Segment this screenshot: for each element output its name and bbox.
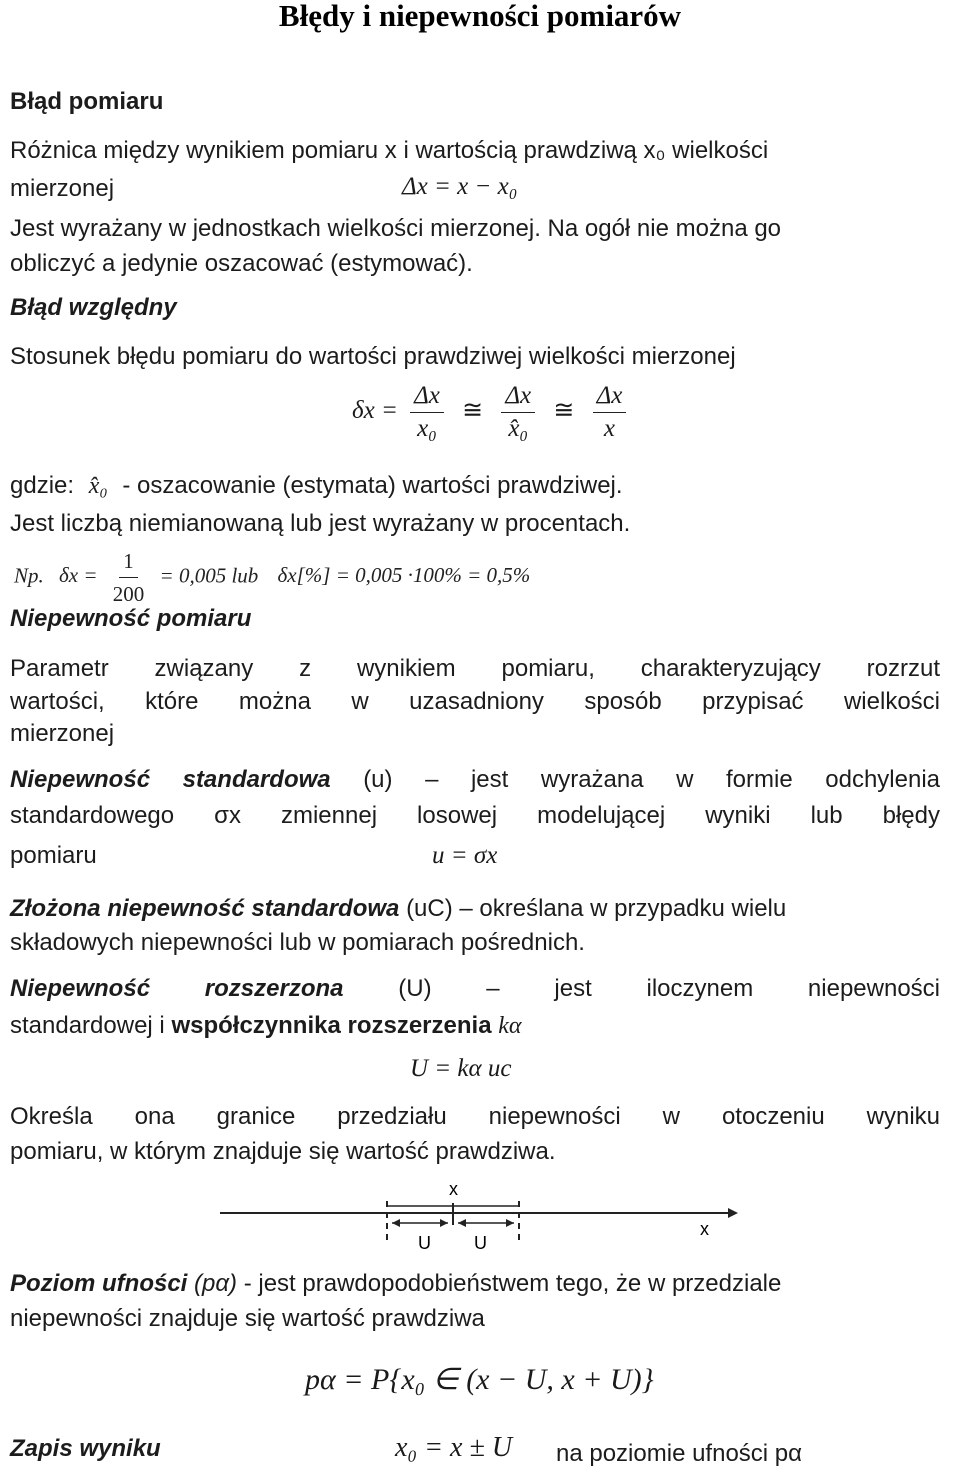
formula-standard-uncertainty: u = σx (432, 842, 498, 869)
niepewnosc-line2: wartości, które można w uzasadniony sposób przypisać wielkości (10, 688, 940, 715)
label-x-axis: x (700, 1219, 709, 1239)
rozszerzona-line1: Niepewność rozszerzona (U) – jest iloczynem niepewności (10, 975, 941, 1002)
blad-wzgledny-line2: Jest liczbą niemianowaną lub jest wyrażany w procentach. (10, 510, 631, 537)
poziom-ufnosci-line1: Poziom ufności (pα) - jest prawdopodobieństwem tego, że w przedziale (10, 1270, 782, 1297)
blad-wzgledny-line1: Stosunek błędu pomiaru do wartości prawdziwej wielkości mierzonej (10, 343, 736, 370)
section-heading-zapis-wyniku: Zapis wyniku (10, 1435, 161, 1462)
example-formula: Np. δx = $\frac{1}{200}$ = 0,005 lub δx[%] = 0,005 ·100% = 0,5% (14, 545, 530, 610)
rozszerzona-line3: Określa ona granice przedziału niepewności w otoczeniu wyniku (10, 1103, 940, 1130)
niepewnosc-standardowa-line1: Niepewność standardowa (u) – jest wyrażana w formie odchylenia (10, 766, 940, 793)
formula-expanded-uncertainty: U = kα uc (410, 1055, 512, 1082)
label-x-top: x (449, 1179, 458, 1199)
niepewnosc-line3: mierzonej (10, 720, 115, 747)
blad-pomiaru-line2: mierzonej (10, 175, 115, 202)
formula-result-notation: x₀ = x ± U (395, 1432, 513, 1463)
formula-confidence-level: pα = P{x₀ ∈ (x − U, x + U)} (305, 1363, 654, 1396)
rozszerzona-line2: standardowej i współczynnika rozszerzenia kα (10, 1012, 522, 1039)
formula-relative-error: δx = $\frac{\Delta x}{\text{x₀}}$ ≅ $\frac{\Delta x}{\text{x̂₀}}$ ≅ $\frac{\Delta x}{x}$ (352, 380, 632, 445)
label-u-left: U (418, 1233, 431, 1253)
section-heading-blad-wzgledny: Błąd względny (10, 294, 177, 321)
fraction-2: $\frac{\Delta x}{\text{x̂₀}}$ (501, 380, 535, 445)
page-title: Błędy i niepewności pomiarów (278, 0, 682, 33)
niepewnosc-standardowa-line3: pomiaru (10, 842, 97, 869)
niepewnosc-line1: Parametr związany z wynikiem pomiaru, charakteryzujący rozrzut (10, 655, 940, 682)
poziom-ufnosci-line2: niepewności znajduje się wartość prawdziwa (10, 1305, 485, 1332)
zapis-wyniku-suffix: na poziomie ufności pα (556, 1440, 803, 1467)
section-heading-niepewnosc-pomiaru: Niepewność pomiaru (10, 605, 252, 632)
gdzie-line: gdzie: x̂₀ - oszacowanie (estymata) wartości prawdziwej. (10, 472, 623, 499)
niepewnosc-standardowa-line2: standardowego σx zmiennej losowej modelującej wyniki lub błędy (10, 802, 940, 829)
section-heading-blad-pomiaru: Błąd pomiaru (10, 88, 164, 115)
zlozona-line1: Złożona niepewność standardowa (uC) – określana w przypadku wielu (10, 895, 787, 922)
fraction-3: $\frac{\Delta x}{x}$ (593, 380, 627, 445)
fraction-1: $\frac{\Delta x}{\text{x₀}}$ (410, 380, 444, 445)
blad-pomiaru-line4: obliczyć a jedynie oszacować (estymować). (10, 250, 473, 277)
formula-absolute-error: Δx = x − x₀ (402, 173, 518, 200)
blad-pomiaru-line1: Różnica między wynikiem pomiaru x i wartością prawdziwą x₀ wielkości (10, 137, 769, 164)
rozszerzona-line4: pomiaru, w którym znajduje się wartość prawdziwa. (10, 1138, 556, 1165)
uncertainty-interval-diagram (0, 1175, 960, 1255)
zlozona-line2: składowych niepewności lub w pomiarach pośrednich. (10, 929, 585, 956)
blad-pomiaru-line3: Jest wyrażany w jednostkach wielkości mierzonej. Na ogół nie można go (10, 215, 782, 242)
label-u-right: U (474, 1233, 487, 1253)
axis-arrowhead (728, 1208, 738, 1218)
